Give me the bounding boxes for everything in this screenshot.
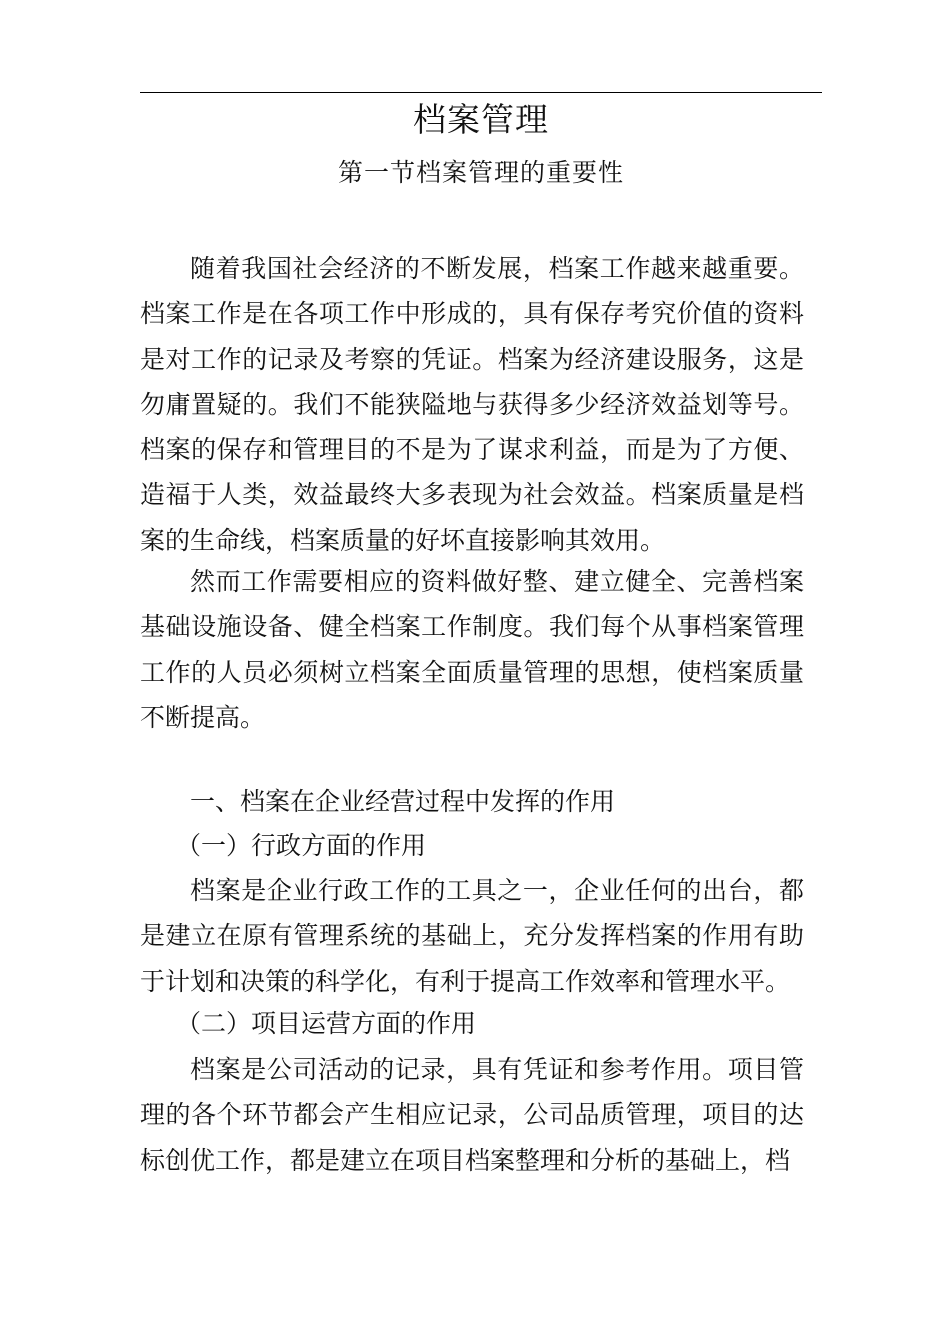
paragraph-project-operation: 档案是公司活动的记录，具有凭证和参考作用。项目管理的各个环节都会产生相应记录，公司品质管理，项目的达标创优工作，都是建立在项目档案整理和分析的基础上，档 [140, 1055, 804, 1175]
document-title: 档案管理 [413, 100, 549, 139]
intro-paragraph-2: 然而工作需要相应的资料做好整、建立健全、完善档案基础设施设备、健全档案工作制度。我们每个从事档案管理工作的人员必须树立档案全面质量管理的思想，使档案质量不断提高。 [140, 567, 804, 732]
subheading-administrative: （一）行政方面的作用 [176, 831, 427, 860]
section-title: 第一节档案管理的重要性 [337, 158, 624, 187]
subheading-project-operation: （二）项目运营方面的作用 [176, 1009, 477, 1038]
intro-paragraph-1: 随着我国社会经济的不断发展，档案工作越来越重要。档案工作是在各项工作中形成的，具有保存考究价值的资料是对工作的记录及考察的凭证。档案为经济建设服务，这是勿庸置疑的。我们不能狭隘地与获得多少经济效益划等号。档案的保存和管理目的不是为了谋求利益，而是为了方便、造福于人类，效益最终大多表现为社会效益。档案质量是档案的生命线，档案质量的好坏直接影响其效用。 [140, 254, 804, 555]
header-rule [140, 92, 822, 93]
paragraph-administrative: 档案是企业行政工作的工具之一，企业任何的出台，都是建立在原有管理系统的基础上，充分发挥档案的作用有助于计划和决策的科学化，有利于提高工作效率和管理水平。 [140, 876, 804, 996]
heading-role-of-archives: 一、档案在企业经营过程中发挥的作用 [190, 787, 616, 816]
